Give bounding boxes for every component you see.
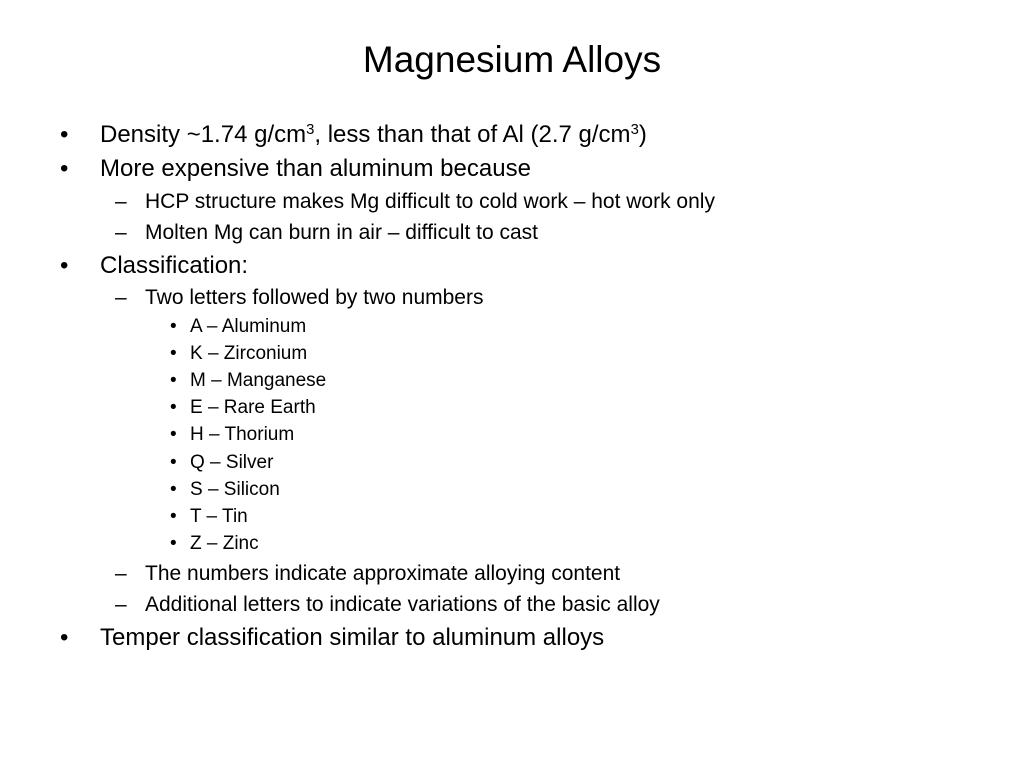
dash-marker: – — [115, 562, 127, 585]
dash-marker: – — [115, 221, 127, 244]
bullet-marker: • — [170, 506, 177, 527]
density-part3: ) — [638, 121, 647, 148]
sub-bullet-text: Molten Mg can burn in air – difficult to cast — [145, 221, 538, 244]
density-superscript-2: 3 — [630, 121, 639, 138]
bullet-text: Classification: — [100, 252, 249, 279]
bullet-marker: • — [170, 316, 177, 337]
sub-bullet-text: Additional letters to indicate variations of the basic alloy — [145, 593, 660, 616]
dash-marker: – — [115, 286, 127, 309]
letter-item-text: H – Thorium — [190, 424, 295, 445]
letter-item-text: T – Tin — [190, 506, 248, 527]
bullet-marker: • — [170, 343, 177, 364]
bullet-marker: • — [170, 479, 177, 500]
letter-item-text: Z – Zinc — [190, 533, 259, 554]
density-part1: Density ~1.74 g/cm — [100, 121, 307, 148]
bullet-text: More expensive than aluminum because — [100, 155, 531, 182]
bullet-marker: • — [170, 370, 177, 391]
dash-marker: – — [115, 190, 127, 213]
letter-item-text: E – Rare Earth — [190, 397, 316, 418]
slide-title: Magnesium Alloys — [362, 39, 662, 80]
bullet-marker: • — [60, 155, 69, 182]
sub-bullet-text: The numbers indicate approximate alloying content — [145, 562, 621, 585]
sub-bullet-text: HCP structure makes Mg difficult to cold work – hot work only — [145, 190, 715, 213]
letter-item-text: S – Silicon — [190, 479, 280, 500]
sub-bullet-text: Two letters followed by two numbers — [145, 286, 484, 309]
bullet-marker: • — [170, 397, 177, 418]
letter-item-text: M – Manganese — [190, 370, 327, 391]
bullet-text: Temper classification similar to aluminum alloys — [100, 624, 605, 651]
bullet-marker: • — [60, 121, 69, 148]
bullet-marker: • — [60, 624, 69, 651]
dash-marker: – — [115, 593, 127, 616]
bullet-marker: • — [170, 533, 177, 554]
bullet-marker: • — [60, 252, 69, 279]
letter-item-text: K – Zirconium — [190, 343, 308, 364]
bullet-marker: • — [170, 452, 177, 473]
bullet-text — [100, 120, 647, 150]
letter-item-text: A – Aluminum — [190, 316, 307, 337]
letter-item-text: Q – Silver — [190, 452, 274, 473]
density-superscript-1: 3 — [306, 121, 315, 138]
bullet-marker: • — [170, 424, 177, 445]
density-part2: , less than that of Al (2.7 g/cm — [314, 121, 631, 148]
